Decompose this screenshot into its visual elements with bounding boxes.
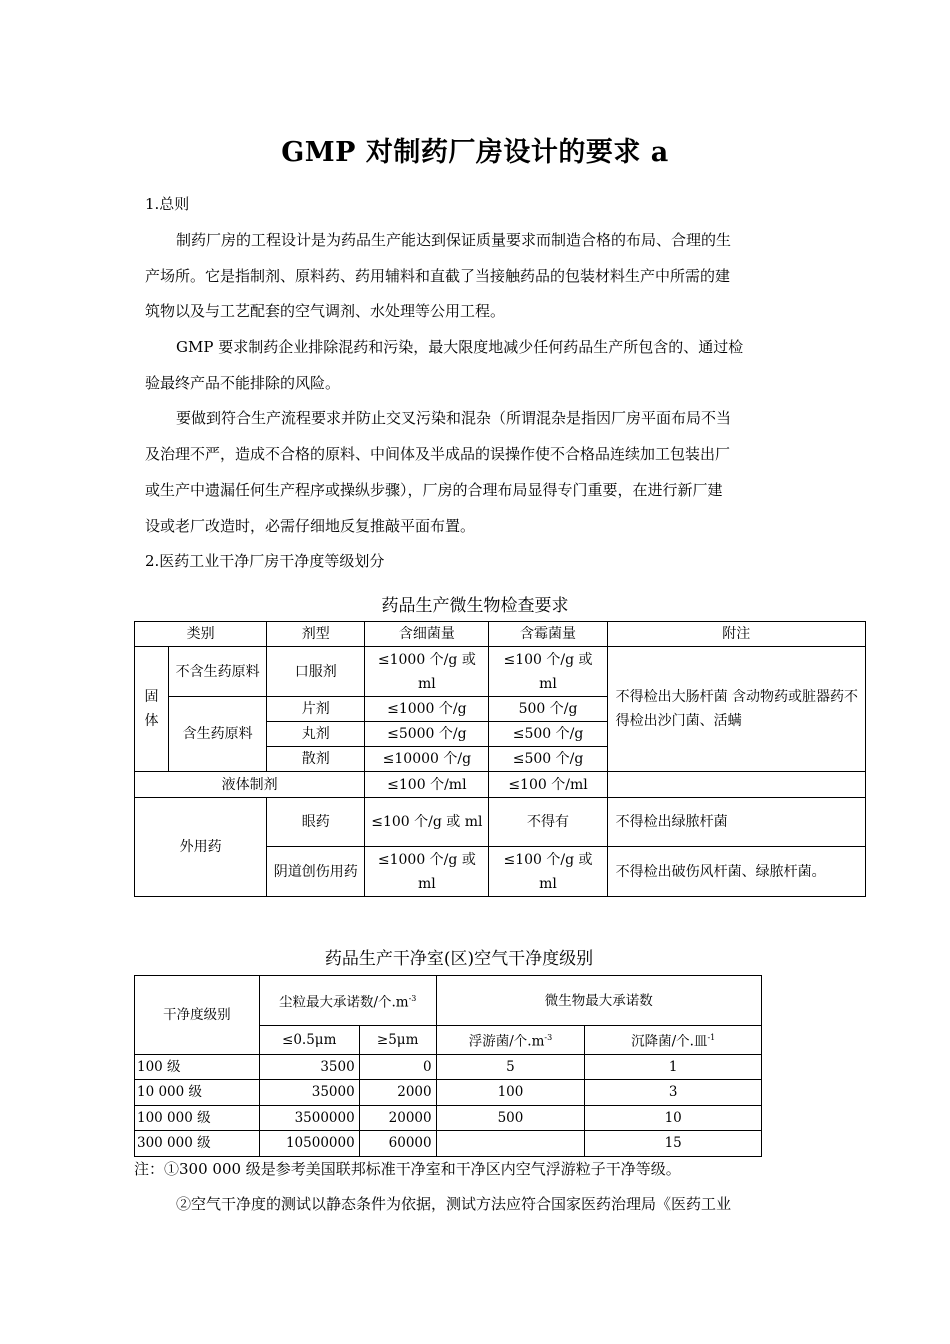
table-cell: 35000: [259, 1079, 359, 1105]
header-cell: 含细菌量: [365, 622, 489, 647]
table-cell: 外用药: [135, 798, 267, 897]
table-cell: 1: [585, 1054, 762, 1079]
paragraph-line: 要做到符合生产流程要求并防止交叉污染和混杂（所谓混杂是指因厂房平面布局不当: [176, 409, 732, 427]
table-cell: ≤1000 个/g 或 ml: [365, 847, 489, 897]
table-cell: 不得检出破伤风杆菌、绿脓杆菌。: [607, 847, 865, 897]
header-superscript: -1: [707, 1033, 716, 1042]
table-row: [135, 1105, 762, 1130]
header-superscript: -3: [408, 993, 417, 1003]
header-cell: [436, 1026, 585, 1055]
table-row: [135, 1130, 762, 1156]
microbe-table: [134, 621, 866, 897]
header-text: 尘粒最大承诺数/个.m: [278, 994, 409, 1011]
table-cell: ≤100 个/ml: [365, 772, 489, 798]
table-cell: 10500000: [259, 1130, 359, 1156]
header-cell: ≥5μm: [359, 1026, 436, 1055]
header-text: 浮游菌/个.m: [468, 1033, 545, 1050]
table-cell: 不得有: [489, 798, 607, 847]
table-cell: 10: [585, 1105, 762, 1130]
table-cell: 10 000 级: [135, 1079, 260, 1105]
table-cell: 2000: [359, 1079, 436, 1105]
table-cell: 100 级: [135, 1054, 260, 1079]
table-caption: 药品生产干净室(区)空气干净度级别: [324, 949, 594, 969]
header-cell: ≤0.5μm: [259, 1026, 359, 1055]
header-cell: 类别: [135, 622, 267, 647]
paragraph-line: GMP 要求制药企业排除混药和污染，最大限度地减少任何药品生产所包含的、通过检: [176, 338, 744, 356]
table-row: [135, 1054, 762, 1079]
paragraph-line: 筑物以及与工艺配套的空气调剂、水处理等公用工程。: [145, 302, 506, 320]
header-superscript: -3: [544, 1033, 553, 1042]
table-cell: 液体制剂: [135, 772, 365, 798]
paragraph-line: 设或老厂改造时，必需仔细地反复推敲平面布置。: [145, 517, 476, 535]
table-cell: ≤100 个/g 或 ml: [489, 647, 607, 697]
table-cell: 3500000: [259, 1105, 359, 1130]
header-cell: [259, 976, 436, 1026]
header-text: 沉降菌/个.皿: [631, 1033, 708, 1050]
table-cell: 阴道创伤用药: [267, 847, 365, 897]
table-cell: ≤100 个/g 或 ml: [365, 798, 489, 847]
table-cell: ≤100 个/g 或 ml: [489, 847, 607, 897]
table-cell: 3500: [259, 1054, 359, 1079]
paragraph-line: 产场所。它是指制剂、原料药、药用辅料和直截了当接触药品的包装材料生产中所需的建: [145, 267, 731, 285]
footnote: ②空气干净度的测试以静态条件为依据，测试方法应符合国家医药治理局《医药工业: [176, 1195, 732, 1213]
table-cell: 300 000 级: [135, 1130, 260, 1156]
cleanliness-table: [134, 975, 762, 1157]
table-cell: 散剂: [267, 747, 365, 772]
table-cell: 不得检出绿脓杆菌: [607, 798, 865, 847]
paragraph-line: 制药厂房的工程设计是为药品生产能达到保证质量要求而制造合格的布局、合理的生: [176, 231, 732, 249]
table-cell: ≤10000 个/g: [365, 747, 489, 772]
table-cell: ≤500 个/g: [489, 747, 607, 772]
table-caption: 药品生产微生物检查要求: [381, 596, 569, 616]
table-cell: 500: [436, 1105, 585, 1130]
table-cell: 固体: [135, 647, 169, 772]
table-cell: 60000: [359, 1130, 436, 1156]
table-cell: [436, 1130, 585, 1156]
table-cell: 眼药: [267, 798, 365, 847]
table-cell: 0: [359, 1054, 436, 1079]
section-heading: 1.总则: [145, 195, 190, 213]
table-cell: ≤1000 个/g: [365, 697, 489, 722]
footnote: 注：①300 000 级是参考美国联邦标准干净室和干净区内空气浮游粒子干净等级。: [134, 1160, 681, 1178]
table-cell: 不得检出大肠杆菌 含动物药或脏器药不得检出沙门菌、活螨: [607, 647, 865, 772]
table-row: [135, 1079, 762, 1105]
table-cell: 含生药原料: [169, 697, 267, 772]
header-cell: 干净度级别: [135, 976, 260, 1055]
page-title: GMP 对制药厂房设计的要求 a: [281, 137, 669, 168]
table-cell: ≤500 个/g: [489, 722, 607, 747]
table-cell: 口服剂: [267, 647, 365, 697]
table-cell: 片剂: [267, 697, 365, 722]
table-cell: ≤5000 个/g: [365, 722, 489, 747]
header-cell: 附注: [607, 622, 865, 647]
table-cell: ≤100 个/ml: [489, 772, 607, 798]
header-cell: 含霉菌量: [489, 622, 607, 647]
table-cell: 不含生药原料: [169, 647, 267, 697]
paragraph-line: 或生产中遗漏任何生产程序或操纵步骤），厂房的合理布局显得专门重要，在进行新厂建: [145, 481, 723, 499]
table-cell: 500 个/g: [489, 697, 607, 722]
table-cell: 15: [585, 1130, 762, 1156]
table-cell: 丸剂: [267, 722, 365, 747]
table-cell: [607, 772, 865, 798]
table-cell: ≤1000 个/g 或 ml: [365, 647, 489, 697]
paragraph-line: 验最终产品不能排除的风险。: [145, 374, 341, 392]
table-cell: 3: [585, 1079, 762, 1105]
table-cell: 100: [436, 1079, 585, 1105]
paragraph-line: 及治理不严，造成不合格的原料、中间体及半成品的误操作使不合格品连续加工包装出厂: [145, 445, 731, 463]
header-cell: [585, 1026, 762, 1055]
section-heading: 2.医药工业干净厂房干净度等级划分: [145, 552, 385, 570]
table-cell: 5: [436, 1054, 585, 1079]
header-cell: 剂型: [267, 622, 365, 647]
header-cell: 微生物最大承诺数: [436, 976, 761, 1026]
table-cell: 20000: [359, 1105, 436, 1130]
table-cell: 100 000 级: [135, 1105, 260, 1130]
